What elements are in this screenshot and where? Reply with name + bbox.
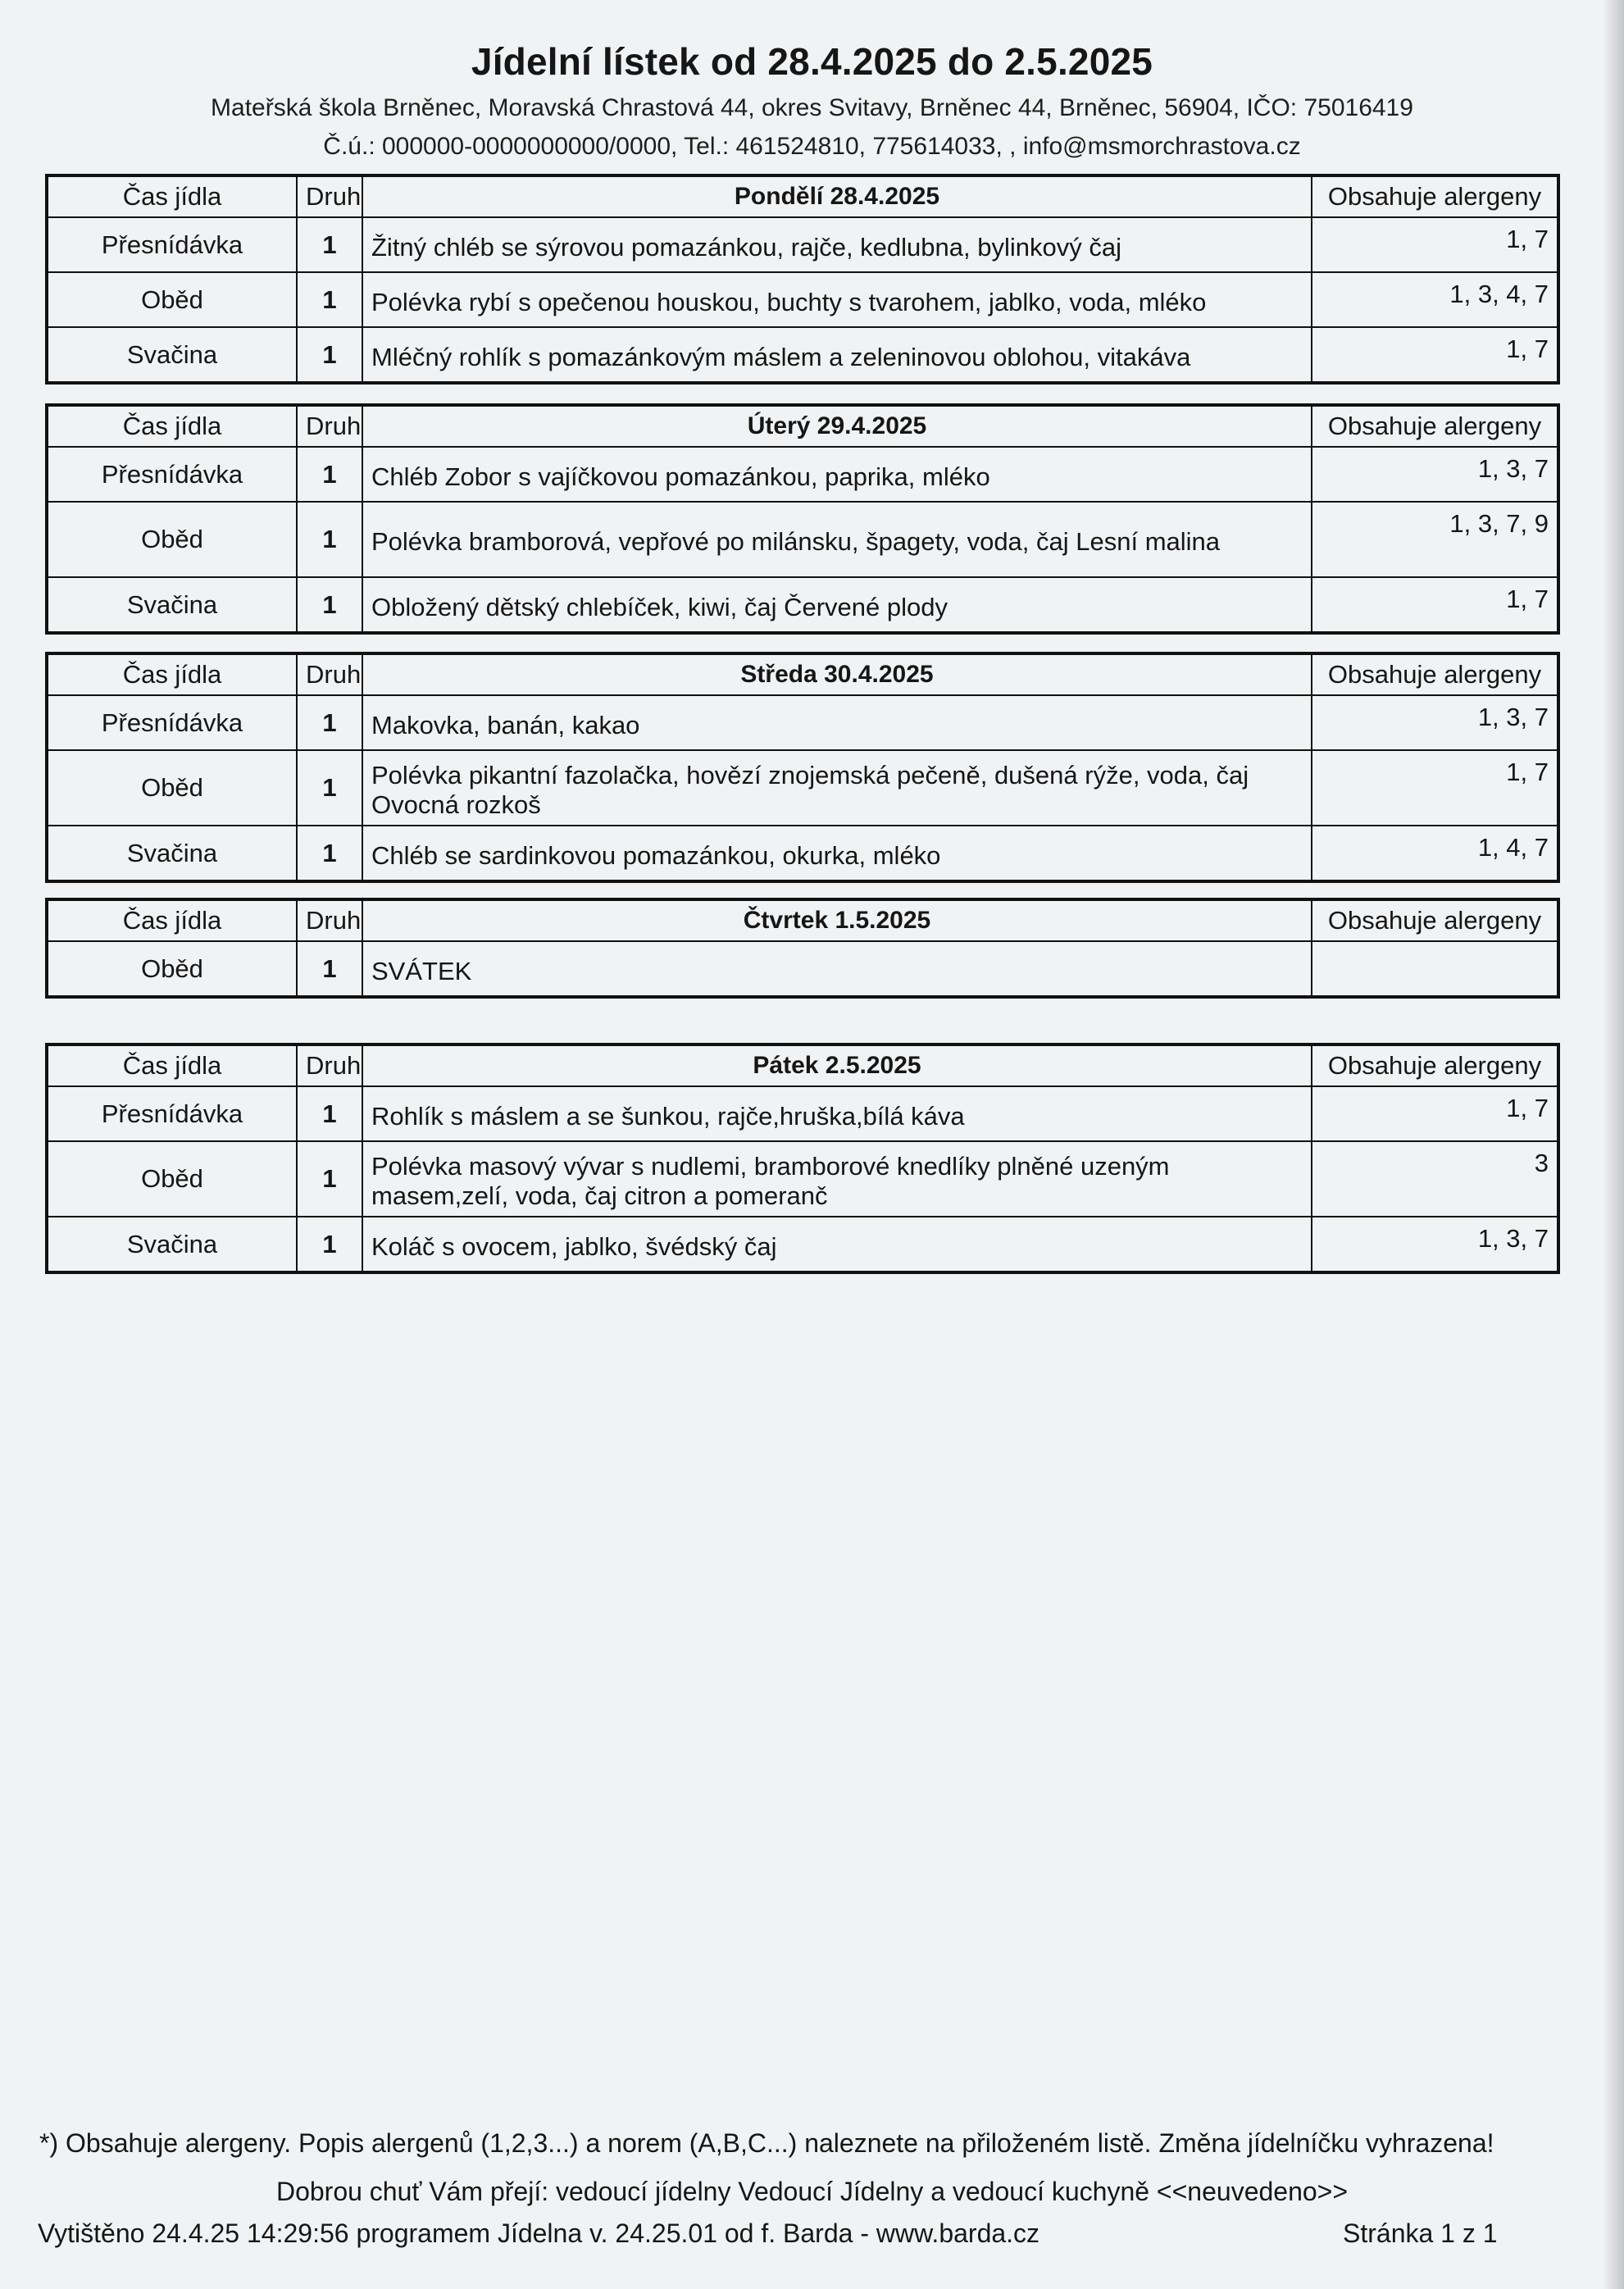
table-row [47, 272, 1558, 327]
meal-allergens: 1, 3, 7, 9 [1312, 502, 1558, 577]
meal-kind: 1 [297, 695, 362, 750]
page-title: Jídelní lístek od 28.4.2025 do 2.5.2025 [471, 40, 1153, 83]
table-header-row [47, 405, 1558, 447]
meal-kind: 1 [297, 750, 362, 826]
meal-allergens: 1, 7 [1312, 577, 1558, 633]
col-header-time: Čas jídla [47, 899, 297, 941]
meal-dish: Mléčný rohlík s pomazánkovým máslem a zeleninovou oblohou, vitakáva [371, 342, 1191, 371]
meal-kind: 1 [297, 502, 362, 577]
meal-time: Oběd [47, 750, 297, 826]
meal-time: Oběd [47, 272, 297, 327]
meal-dish-cell [362, 217, 1312, 272]
meal-dish: Chléb Zobor s vajíčkovou pomazánkou, paprika, mléko [371, 462, 990, 491]
meal-allergens: 1, 7 [1312, 1086, 1558, 1141]
greeting-text: Dobrou chuť Vám přejí: vedoucí jídelny Vedoucí Jídelny a vedoucí kuchyně <<neuvedeno>> [275, 2177, 1349, 2206]
table-row [47, 502, 1558, 577]
table-row [47, 695, 1558, 750]
meal-dish-cell [362, 577, 1312, 633]
meal-dish: Žitný chléb se sýrovou pomazánkou, rajče, kedlubna, bylinkový čaj [371, 232, 1121, 262]
col-header-kind: Druh [297, 1044, 362, 1086]
meal-dish-cell [362, 447, 1312, 502]
meal-time: Svačina [47, 826, 297, 881]
col-header-kind: Druh [297, 653, 362, 695]
meal-kind: 1 [297, 1086, 362, 1141]
table-header-row [47, 653, 1558, 695]
day-table [45, 1043, 1560, 1274]
meal-dish-cell [362, 695, 1312, 750]
day-heading: Pondělí 28.4.2025 [362, 175, 1312, 217]
col-header-allergens: Obsahuje alergeny [1312, 899, 1558, 941]
col-header-kind: Druh [297, 899, 362, 941]
meal-allergens: 3 [1312, 1141, 1558, 1217]
meal-dish-cell [362, 1141, 1312, 1217]
meal-kind: 1 [297, 272, 362, 327]
meal-time: Svačina [47, 1217, 297, 1272]
table-row [47, 750, 1558, 826]
table-row [47, 217, 1558, 272]
day-table [45, 898, 1560, 999]
school-address: Mateřská škola Brněnec, Moravská Chrastová 44, okres Svitavy, Brněnec 44, Brněnec, 56904, IČO: 75016419 [211, 94, 1413, 121]
meal-dish-cell [362, 272, 1312, 327]
meal-dish: Chléb se sardinkovou pomazánkou, okurka, mléko [371, 840, 941, 870]
meal-dish: Polévka rybí s opečenou houskou, buchty s tvarohem, jablko, voda, mléko [371, 287, 1207, 316]
meal-kind: 1 [297, 577, 362, 633]
col-header-allergens: Obsahuje alergeny [1312, 653, 1558, 695]
meal-allergens: 1, 3, 7 [1312, 1217, 1558, 1272]
page-number: Stránka 1 z 1 [1343, 2218, 1498, 2248]
table-row [47, 327, 1558, 383]
col-header-time: Čas jídla [47, 1044, 297, 1086]
col-header-allergens: Obsahuje alergeny [1312, 405, 1558, 447]
day-table [45, 403, 1560, 635]
meal-time: Svačina [47, 327, 297, 383]
meal-dish: Polévka masový vývar s nudlemi, bramborové knedlíky plněné uzeným masem,zelí, voda, čaj citron a pomeranč [371, 1152, 1170, 1210]
meal-allergens: 1, 7 [1312, 327, 1558, 383]
school-contact: Č.ú.: 000000-0000000000/0000, Tel.: 461524810, 775614033, , info@msmorchrastova.cz [323, 133, 1301, 160]
printed-info: Vytištěno 24.4.25 14:29:56 programem Jídelna v. 24.25.01 od f. Barda - www.barda.cz [38, 2218, 1040, 2248]
meal-dish: SVÁTEK [371, 956, 472, 985]
table-row [47, 447, 1558, 502]
table-row [47, 1141, 1558, 1217]
day-table [45, 652, 1560, 883]
meal-allergens: 1, 3, 7 [1312, 447, 1558, 502]
table-row [47, 1086, 1558, 1141]
meal-allergens: 1, 7 [1312, 217, 1558, 272]
meal-allergens: 1, 7 [1312, 750, 1558, 826]
paper-shadow [1603, 0, 1624, 2289]
col-header-kind: Druh [297, 175, 362, 217]
meal-kind: 1 [297, 826, 362, 881]
day-heading: Úterý 29.4.2025 [362, 405, 1312, 447]
table-row [47, 1217, 1558, 1272]
day-table [45, 174, 1560, 385]
meal-dish-cell [362, 1086, 1312, 1141]
day-heading: Pátek 2.5.2025 [362, 1044, 1312, 1086]
table-header-row [47, 899, 1558, 941]
col-header-time: Čas jídla [47, 405, 297, 447]
meal-dish: Polévka bramborová, vepřové po milánsku, špagety, voda, čaj Lesní malina [371, 527, 1221, 556]
meal-dish-cell [362, 941, 1312, 997]
meal-allergens: 1, 3, 7 [1312, 695, 1558, 750]
meal-time: Přesnídávka [47, 447, 297, 502]
col-header-allergens: Obsahuje alergeny [1312, 1044, 1558, 1086]
meal-time: Svačina [47, 577, 297, 633]
meal-dish-cell [362, 502, 1312, 577]
meal-kind: 1 [297, 447, 362, 502]
day-heading: Středa 30.4.2025 [362, 653, 1312, 695]
table-header-row [47, 1044, 1558, 1086]
col-header-time: Čas jídla [47, 175, 297, 217]
meal-dish: Rohlík s máslem a se šunkou, rajče,hruška,bílá káva [371, 1101, 965, 1131]
meal-dish-cell [362, 327, 1312, 383]
meal-time: Oběd [47, 502, 297, 577]
meal-dish: Polévka pikantní fazolačka, hovězí znojemská pečeně, dušená rýže, voda, čaj Ovocná rozkoš [371, 761, 1249, 819]
meal-allergens: 1, 3, 4, 7 [1312, 272, 1558, 327]
table-row [47, 941, 1558, 997]
meal-time: Přesnídávka [47, 1086, 297, 1141]
col-header-time: Čas jídla [47, 653, 297, 695]
meal-time: Přesnídávka [47, 217, 297, 272]
meal-allergens [1312, 941, 1558, 997]
meal-dish: Makovka, banán, kakao [371, 710, 640, 739]
meal-dish-cell [362, 826, 1312, 881]
meal-kind: 1 [297, 1141, 362, 1217]
table-header-row [47, 175, 1558, 217]
meal-kind: 1 [297, 327, 362, 383]
table-row [47, 577, 1558, 633]
col-header-kind: Druh [297, 405, 362, 447]
meal-dish-cell [362, 1217, 1312, 1272]
day-heading: Čtvrtek 1.5.2025 [362, 899, 1312, 941]
allergen-note: *) Obsahuje alergeny. Popis alergenů (1,2,3...) a norem (A,B,C...) naleznete na přiloženém listě. Změna jídelníčku vyhrazena! [39, 2128, 1494, 2158]
meal-dish-cell [362, 750, 1312, 826]
col-header-allergens: Obsahuje alergeny [1312, 175, 1558, 217]
meal-kind: 1 [297, 941, 362, 997]
meal-time: Oběd [47, 1141, 297, 1217]
meal-dish: Obložený dětský chlebíček, kiwi, čaj Červené plody [371, 592, 948, 621]
meal-time: Přesnídávka [47, 695, 297, 750]
meal-kind: 1 [297, 1217, 362, 1272]
meal-allergens: 1, 4, 7 [1312, 826, 1558, 881]
table-row [47, 826, 1558, 881]
meal-kind: 1 [297, 217, 362, 272]
meal-time: Oběd [47, 941, 297, 997]
meal-dish: Koláč s ovocem, jablko, švédský čaj [371, 1231, 777, 1261]
